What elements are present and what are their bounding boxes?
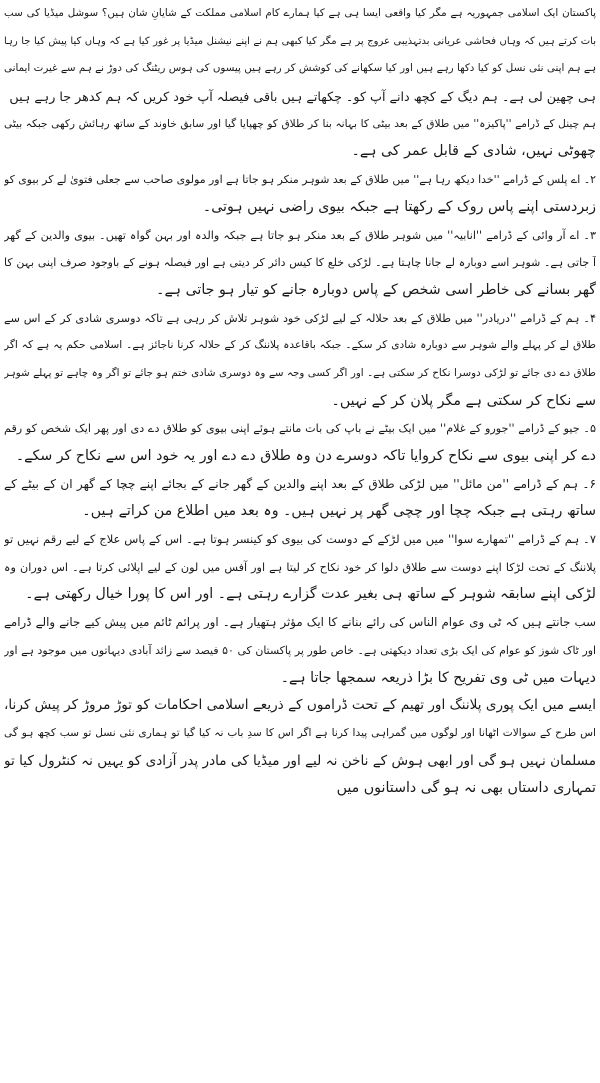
text-line: سب جانتے ہیں کہ ٹی وی عوام الناس کی رائے بنانے کا ایک مؤثر ہتھیار ہے۔ اور پرائم ٹائم میں پیش کیے جانے والے ڈرامے: [4, 615, 596, 630]
text-line: لڑکی اپنے سابقہ شوہر کے ساتھ ہی بغیر عدت گزارے رہتی ہے۔ اور اس کا پورا خیال رکھتی ہے۔: [25, 586, 596, 603]
text-line: ساتھ رہتی ہے جبکہ چچا اور چچی گھر پر نہیں ہیں۔ وہ بعد میں اطلاع من کراتے ہیں۔: [82, 503, 596, 520]
text-line: دیہات میں ٹی وی تفریح کا بڑا ذریعہ سمجھا جاتا ہے۔: [280, 669, 596, 686]
text-line: ۵۔ جیو کے ڈرامے ''جورو کے غلام'' میں ایک بیٹے نے باپ کی بات مانتے ہوئے اپنی بیوی کو طلاق دے دی اور پھر ایک شخص کو رقم: [4, 422, 596, 436]
text-line: مسلمان نہیں ہو گی اور ابھی ہوش کے ناخن نہ لیے اور میڈیا کی مادر پدر آزادی کو یہیں نہ کنٹرول کیا تو: [4, 752, 596, 769]
text-line: آ جاتی ہے۔ شوہر اسے دوبارہ لے جانا چاہتا ہے۔ لڑکی خلع کا کیس دائر کر دیتی ہے اور فیصلہ ہونے کے باوجود صرف اپنی بہن کا: [4, 256, 596, 270]
text-line: ۲۔ اے پلس کے ڈرامے ''خدا دیکھ رہا ہے'' میں طلاق کے بعد شوہر منکر ہو جاتا ہے اور مولوی صاحب سے جعلی فتویٰ لے کر بیوی کو: [4, 173, 596, 187]
text-line: تمہاری داستاں بھی نہ ہو گی داستانوں میں: [336, 780, 596, 797]
text-line: طلاق لے کر پہلے والے شوہر سے دوبارہ شادی کر سکے۔ جبکہ باقاعدہ پلاننگ کر کے حلالہ کرنا ناجائز ہے۔ اسلامی حکم یہ ہے کہ اگر: [4, 339, 596, 352]
text-line: ۳۔ اے آر وائی کے ڈرامے ''انابیہ'' میں شوہر طلاق کے بعد منکر ہو جاتا ہے جبکہ والدہ اور بہن گواہ تھیں۔ بیوی والدین کے گھر: [4, 228, 596, 242]
drama-item-4: [4, 305, 596, 416]
text-line: پلاننگ کے تحت لڑکا اپنے دوست سے طلاق دلوا کر خود نکاح کر لیتا ہے اور آفس میں لون کے لیے اپلائی کرتا ہے۔ اس دوران وہ: [4, 560, 596, 574]
intro-paragraph: [4, 0, 596, 111]
text-line: ۷۔ ہم کے ڈرامے ''تمھارے سوا'' میں میں لڑکے کے دوست کی بیوی کو کینسر ہوتا ہے۔ اس کے پاس علاج کے لیے رقم نہیں تو: [4, 532, 596, 547]
text-line: زبردستی اپنے پاس روک کے رکھتا ہے جبکہ بیوی راضی نہیں ہوتی۔: [202, 198, 596, 215]
conclusion-paragraph: [4, 692, 596, 803]
text-line: دے کر اپنی بیوی سے نکاح کروایا تاکہ دوسرے دن وہ طلاق دے دے اور یہ خود اس سے نکاح کر سکے۔: [15, 448, 596, 464]
text-line: پاکستان ایک اسلامی جمہوریہ ہے مگر کیا واقعی ایسا ہی ہے کیا ہمارے کام اسلامی مملکت کے شایانِ شان ہیں؟ سوشل میڈیا کی سب: [4, 7, 596, 19]
tv-influence-paragraph: [4, 609, 596, 692]
text-line: ہم چینل کے ڈرامے ''پاکیزہ'' میں طلاق کے بعد بیٹی کا بہانہ بنا کر طلاق کو چھپایا گیا اور سابق خاوند کے ساتھ رہائش رکھی جبکہ بیٹی: [4, 117, 596, 130]
text-line: اس طرح کے سوالات اٹھانا اور لوگوں میں گمراہی پیدا کرنا ہے اگر اس کا سدِ باب نہ کیا گیا تو ہماری نئی نسل تو سب کچھ ہو گی: [4, 726, 596, 739]
drama-item-1: [4, 111, 596, 166]
text-line: بات کرتے ہیں کہ وہاں فحاشی عریانی بدتہذیبی عروج پر ہے مگر کیا کبھی ہم نے اپنے نیشنل میڈیا پر غور کیا ہے کہ وہاں کیا پیش کیا جا رہا: [4, 35, 596, 47]
drama-item-3: [4, 222, 596, 305]
text-line: ہے ہم اپنی نئی نسل کو کیا دکھا رہے ہیں اور کیا سکھانے کی کوشش کر رہے ہیں پیسوں کی ہوس ریٹنگ کی دوڑ نے ہم سے غیرت ایمانی: [4, 62, 596, 75]
text-line: ہی چھین لی ہے۔ ہم دیگ کے کچھ دانے آپ کو۔ چکھاتے ہیں باقی فیصلہ آپ خود کریں کہ ہم کدھر جا رہے ہیں: [9, 89, 596, 105]
drama-item-6: [4, 471, 596, 526]
text-line: گھر بسانے کی خاطر اسی شخص کے پاس دوبارہ جانے کو تیار ہو جاتی ہے۔: [156, 281, 596, 298]
text-line: طلاق دے دی جائے تو لڑکی دوسرا نکاح کر سکتی ہے۔ اور اگر کسی وجہ سے وہ دوسری شادی ختم ہو جائے تو اگر وہ چاہے تو پہلے شوہر: [4, 366, 596, 379]
drama-item-2: [4, 166, 596, 221]
drama-item-7: [4, 526, 596, 609]
text-line: ۴۔ ہم کے ڈرامے ''دریادر'' میں طلاق کے بعد حلالہ کے لیے لڑکی خود شوہر تلاش کر رہی ہے تاکہ دوسری شادی کر کے اس سے: [4, 311, 596, 325]
text-line: ۶۔ ہم کے ڈرامے ''من مائل'' میں لڑکی طلاق کے بعد اپنے والدین کے گھر جانے کے بجائے اپنے چچا کے گھر ان کے بیٹے کے: [4, 476, 596, 491]
text-line: اور ٹاک شوز کو عوام کی ایک بڑی تعداد دیکھتی ہے۔ خاص طور پر پاکستان کی ۵۰ فیصد سے زائد آبادی دیہاتوں میں موجود ہے اور: [4, 643, 596, 657]
drama-item-5: [4, 415, 596, 470]
text-line: سے نکاح کر سکتی ہے مگر پلان کر کے نہیں۔: [331, 392, 596, 409]
text-line: چھوٹی نہیں، شادی کے قابل عمر کی ہے۔: [351, 143, 596, 160]
text-line: ایسے میں ایک پوری پلاننگ اور تھیم کے تحت ڈراموں کے ذریعے اسلامی احکامات کو توڑ مروڑ کر پیش کرنا،: [4, 697, 596, 714]
